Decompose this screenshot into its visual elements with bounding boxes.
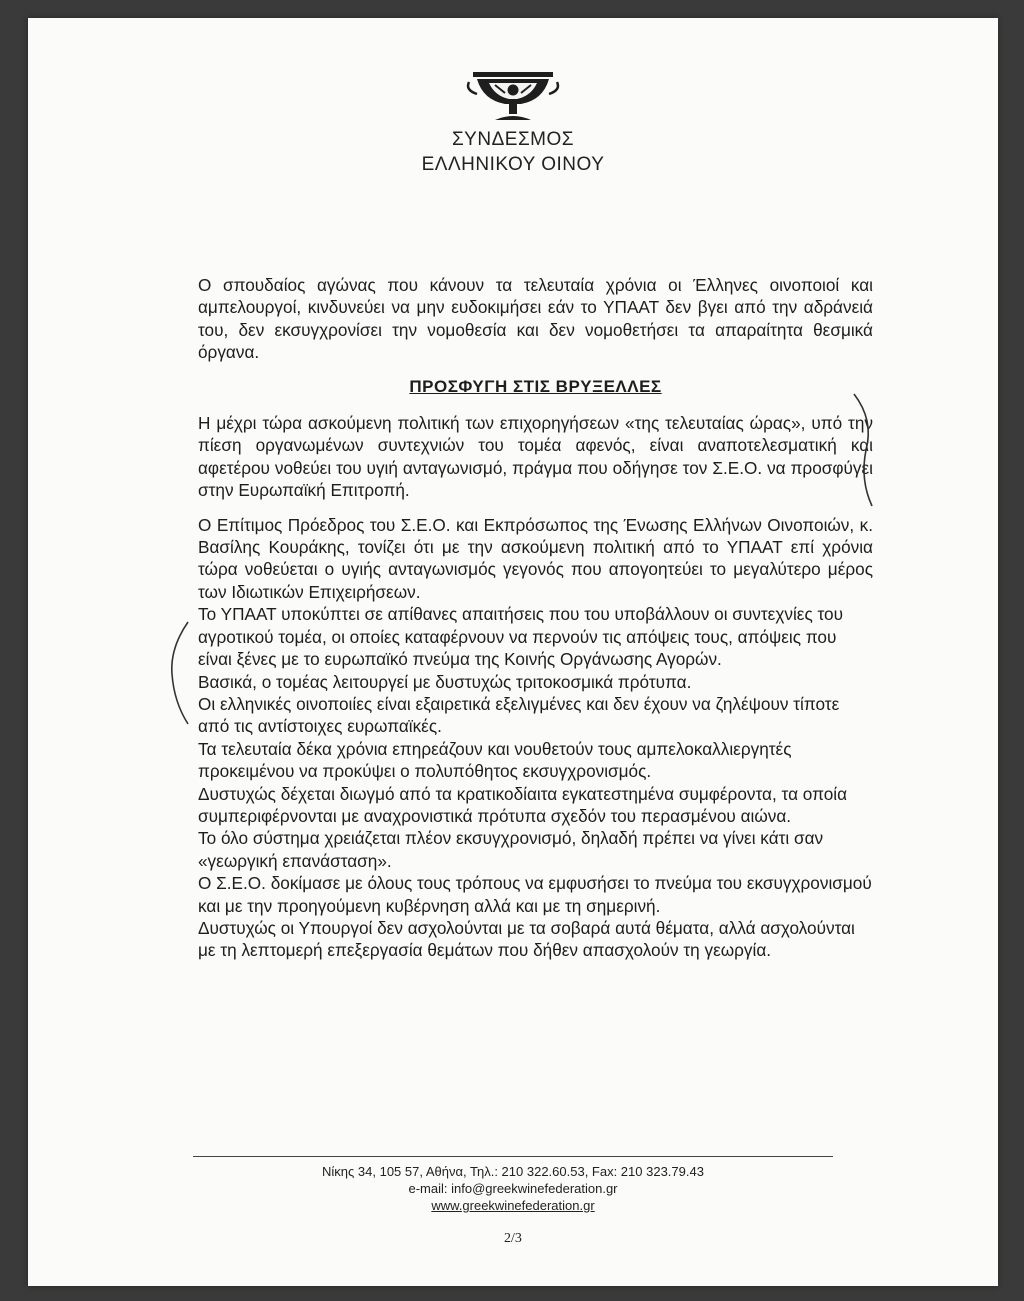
list-item: Δυστυχώς οι Υπουργοί δεν ασχολούνται με τα σοβαρά αυτά θέματα, αλλά ασχολούνται με τη λεπτομερή επεξεργασία θεμάτων που δήθεν απασχολούν τη γεωργία. — [198, 917, 855, 961]
org-name-line2: ΕΛΛΗΝΙΚΟΥ ΟΙΝΟΥ — [421, 154, 605, 175]
handwritten-bracket-right — [850, 390, 880, 510]
handwritten-bracket-left — [168, 618, 192, 728]
kylix-vessel-icon — [465, 70, 561, 126]
footer-email[interactable]: e-mail: info@greekwinefederation.gr — [408, 1181, 618, 1196]
section-heading: ΠΡΟΣΦΥΓΗ ΣΤΙΣ ΒΡΥΞΕΛΛΕΣ — [409, 376, 662, 396]
list-item: Τα τελευταία δέκα χρόνια επηρεάζουν και νουθετούν τους αμπελοκαλλιεργητές προκειμένου να προκύψει ο πολυπόθητος εκσυγχρονισμός. — [198, 738, 792, 782]
org-name-line1: ΣΥΝΔΕΣΜΟΣ — [451, 129, 575, 150]
list-item: Βασικά, ο τομέας λειτουργεί με δυστυχώς τριτοκοσμικά πρότυπα. — [198, 671, 692, 692]
statement-list — [198, 603, 873, 962]
paragraph-policy: Η μέχρι τώρα ασκούμενη πολιτική των επιχορηγήσεων «της τελευταίας ώρας», υπό την πίεση οργανωμένων συντεχνιών του τομέα αφενός, είναι αναποτελεσματική και αφετέρου νοθεύει του υγιή ανταγωνισμό, πράγμα που οδήγησε τον Σ.Ε.Ο. να προσφύγει στην Ευρωπαϊκή Επιτροπή. — [198, 413, 873, 501]
list-item: Δυστυχώς δέχεται διωγμό από τα κρατικοδίαιτα εγκατεστημένα συμφέροντα, τα οποία συμπεριφέρνονται με αναχρονιστικά πρότυπα σχεδόν του περασμένου αιώνα. — [198, 783, 848, 826]
list-item: Το όλο σύστημα χρειάζεται πλέον εκσυγχρονισμό, δηλαδή πρέπει να γίνει κάτι σαν «γεωργική επανάσταση». — [198, 828, 824, 871]
footer-website-link[interactable]: www.greekwinefederation.gr — [431, 1198, 595, 1213]
footer-divider — [193, 1156, 833, 1157]
document-page — [28, 18, 998, 1286]
list-item: Οι ελληνικές οινοποιίες είναι εξαιρετικά εξελιγμένες και δεν έχουν να ζηλέψουν τίποτε από τις αντίστοιχες ευρωπαϊκές. — [198, 693, 840, 737]
footer-address: Νίκης 34, 105 57, Αθήνα, Τηλ.: 210 322.60.53, Fax: 210 323.79.43 — [322, 1164, 704, 1179]
page-number: 2/3 — [504, 1231, 522, 1246]
letterhead — [28, 70, 998, 176]
list-item: Ο Σ.Ε.Ο. δοκίμασε με όλους τους τρόπους να εμφυσήσει το πνεύμα του εκσυγχρονισμού και με την προηγούμενη κυβέρνηση αλλά και με τη σημερινή. — [198, 873, 872, 916]
intro-paragraph: Ο σπουδαίος αγώνας που κάνουν τα τελευταία χρόνια οι Έλληνες οινοποιοί και αμπελουργοί, κινδυνεύει να μην ευδοκιμήσει εάν το ΥΠΑΑΤ δεν βγει από την αδράνειά του, δεν εκσυγχρονίσει την νομοθεσία και δεν νομοθετήσει τα απαραίτητα θεσμικά όργανα. — [198, 275, 873, 363]
letter-footer — [28, 1156, 998, 1247]
paragraph-president: Ο Επίτιμος Πρόεδρος του Σ.Ε.Ο. και Εκπρόσωπος της Ένωσης Ελλήνων Οινοποιών, κ. Βασίλης Κουράκης, τονίζει ότι με την ασκούμενη πολιτική από το ΥΠΑΑΤ επί χρόνια τώρα νοθεύεται ο υγιής ανταγωνισμός γεγονός που απογοητεύει το μεγαλύτερο μέρος των Ιδιωτικών Επιχειρήσεων. — [198, 514, 873, 602]
list-item: Το ΥΠΑΑΤ υποκύπτει σε απίθανες απαιτήσεις που του υποβάλλουν οι συντεχνίες του αγροτικού τομέα, οι οποίες καταφέρνουν να περνούν τις απόψεις τους, απόψεις που είναι ξένες με το ευρωπαϊκό πνεύμα της Κοινής Οργάνωσης Αγορών. — [198, 604, 844, 670]
letter-body — [198, 274, 873, 962]
